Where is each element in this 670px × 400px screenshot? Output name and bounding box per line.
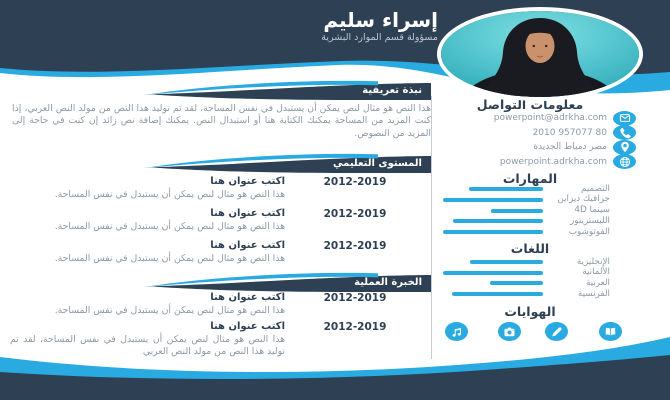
entry-title: اكتب عنوان هنا	[210, 292, 285, 303]
skill-bar-fill	[469, 187, 543, 191]
entry-description: هذا النص هو مثال لنص يمكن أن يستبدل في نفس المساحة.	[54, 253, 285, 264]
language-bar	[443, 292, 543, 296]
section-title-about: نبذة تعريفية	[362, 85, 422, 96]
contact-location-value[interactable]: مصر دمياط الجديدة	[533, 142, 607, 152]
language-bar-fill	[470, 260, 543, 264]
entry-title: اكتب عنوان هنا	[210, 208, 285, 219]
skill-bar	[443, 198, 543, 202]
contact-section-title: معلومات التواصل	[476, 97, 584, 112]
entry-period: 2012-2019	[323, 292, 387, 304]
contact-item-website[interactable]	[500, 154, 636, 169]
skill-bar-fill	[443, 230, 543, 234]
entry-period: 2012-2019	[323, 321, 387, 333]
contact-email-value[interactable]: powerpoint@adrkha.com	[493, 113, 607, 123]
language-bar-fill	[452, 292, 543, 296]
languages-section-title: اللغات	[510, 241, 550, 256]
entry-period: 2012-2019	[323, 240, 387, 252]
language-label: الإنجليزية	[576, 256, 610, 267]
skill-label: جرافيك ديزاين	[557, 194, 610, 205]
skill-bar-fill	[491, 209, 543, 213]
email-icon	[613, 111, 636, 126]
language-label: العربية	[585, 277, 610, 288]
skill-label: الفوتوشوب	[568, 226, 610, 237]
skill-bar	[443, 187, 543, 191]
skill-label: الليستريتور	[570, 215, 610, 226]
section-title-education: المستوى التعليمي	[333, 158, 422, 169]
section-title-experience: الخبرة العملية	[354, 277, 422, 288]
skill-bar-fill	[453, 219, 543, 223]
skill-label: التصميم	[580, 183, 610, 194]
column-divider	[431, 96, 432, 359]
entry-title: اكتب عنوان هنا	[210, 240, 285, 251]
section-header-about	[138, 79, 431, 100]
language-bar	[443, 281, 543, 285]
hobbies-section-title: الهوايات	[504, 303, 556, 319]
contact-item-email[interactable]	[494, 111, 636, 126]
section-header-experience	[138, 271, 431, 292]
skill-bar	[443, 230, 543, 234]
person-name: إسراء سليم	[323, 8, 438, 32]
skill-label: سينما 4D	[574, 205, 610, 216]
entry-period: 2012-2019	[323, 208, 387, 220]
contact-item-location[interactable]	[533, 140, 636, 155]
contact-website-value[interactable]: powerpoint.adrkha.com	[499, 156, 607, 167]
entry-description: هذا النص هو مثال لنص يمكن أن يستبدل في نفس المساحة.	[54, 305, 285, 316]
entry-title: اكتب عنوان هنا	[210, 321, 285, 332]
language-bar-fill	[443, 271, 543, 275]
entry-description: هذا النص هو مثال لنص يمكن أن يستبدل في نفس المساحة.	[54, 189, 285, 200]
phone-icon	[613, 125, 636, 140]
entry-title: اكتب عنوان هنا	[210, 176, 285, 187]
language-label: الفرنسية	[577, 288, 610, 299]
globe-icon	[613, 154, 636, 169]
person-job-title: مسؤولة قسم الموارد البشرية	[321, 32, 438, 43]
entry-description: هذا النص هو مثال لنص يمكن أن يستبدل في نفس المساحة.	[54, 221, 285, 232]
language-bar-fill	[490, 281, 543, 285]
language-label: الألمانية	[582, 267, 610, 278]
skill-bar-fill	[443, 198, 543, 202]
section-header-education	[138, 152, 431, 173]
contact-item-phone[interactable]	[533, 125, 636, 140]
contact-phone-value[interactable]: 2010 957077 80	[532, 127, 607, 138]
skills-section-title: المهارات	[502, 171, 558, 186]
language-bar	[443, 271, 543, 275]
portrait-illustration	[441, 11, 639, 97]
entry-period: 2012-2019	[323, 176, 387, 188]
location-icon	[613, 140, 636, 155]
entry-description: هذا النص هو مثال لنص يمكن أن يستبدل في نفس المساحة، لقد تم توليد هذا النص من مولد النص العربي	[10, 334, 285, 358]
skill-bar	[443, 209, 543, 213]
profile-photo	[437, 7, 643, 101]
skill-bar	[443, 219, 543, 223]
about-paragraph: هذا النص هو مثال لنص يمكن أن يستبدل في نفس المساحة، لقد تم توليد هذا النص من مولد النص العربي، إذا كنت المزيد من المساحة يمكنك الكتابة هنا أو استبدال النص. يمكنك إضافة نص زائد إن كنت في حاجة إلى المزيد من النصوص.	[12, 103, 431, 139]
language-bar	[443, 260, 543, 264]
